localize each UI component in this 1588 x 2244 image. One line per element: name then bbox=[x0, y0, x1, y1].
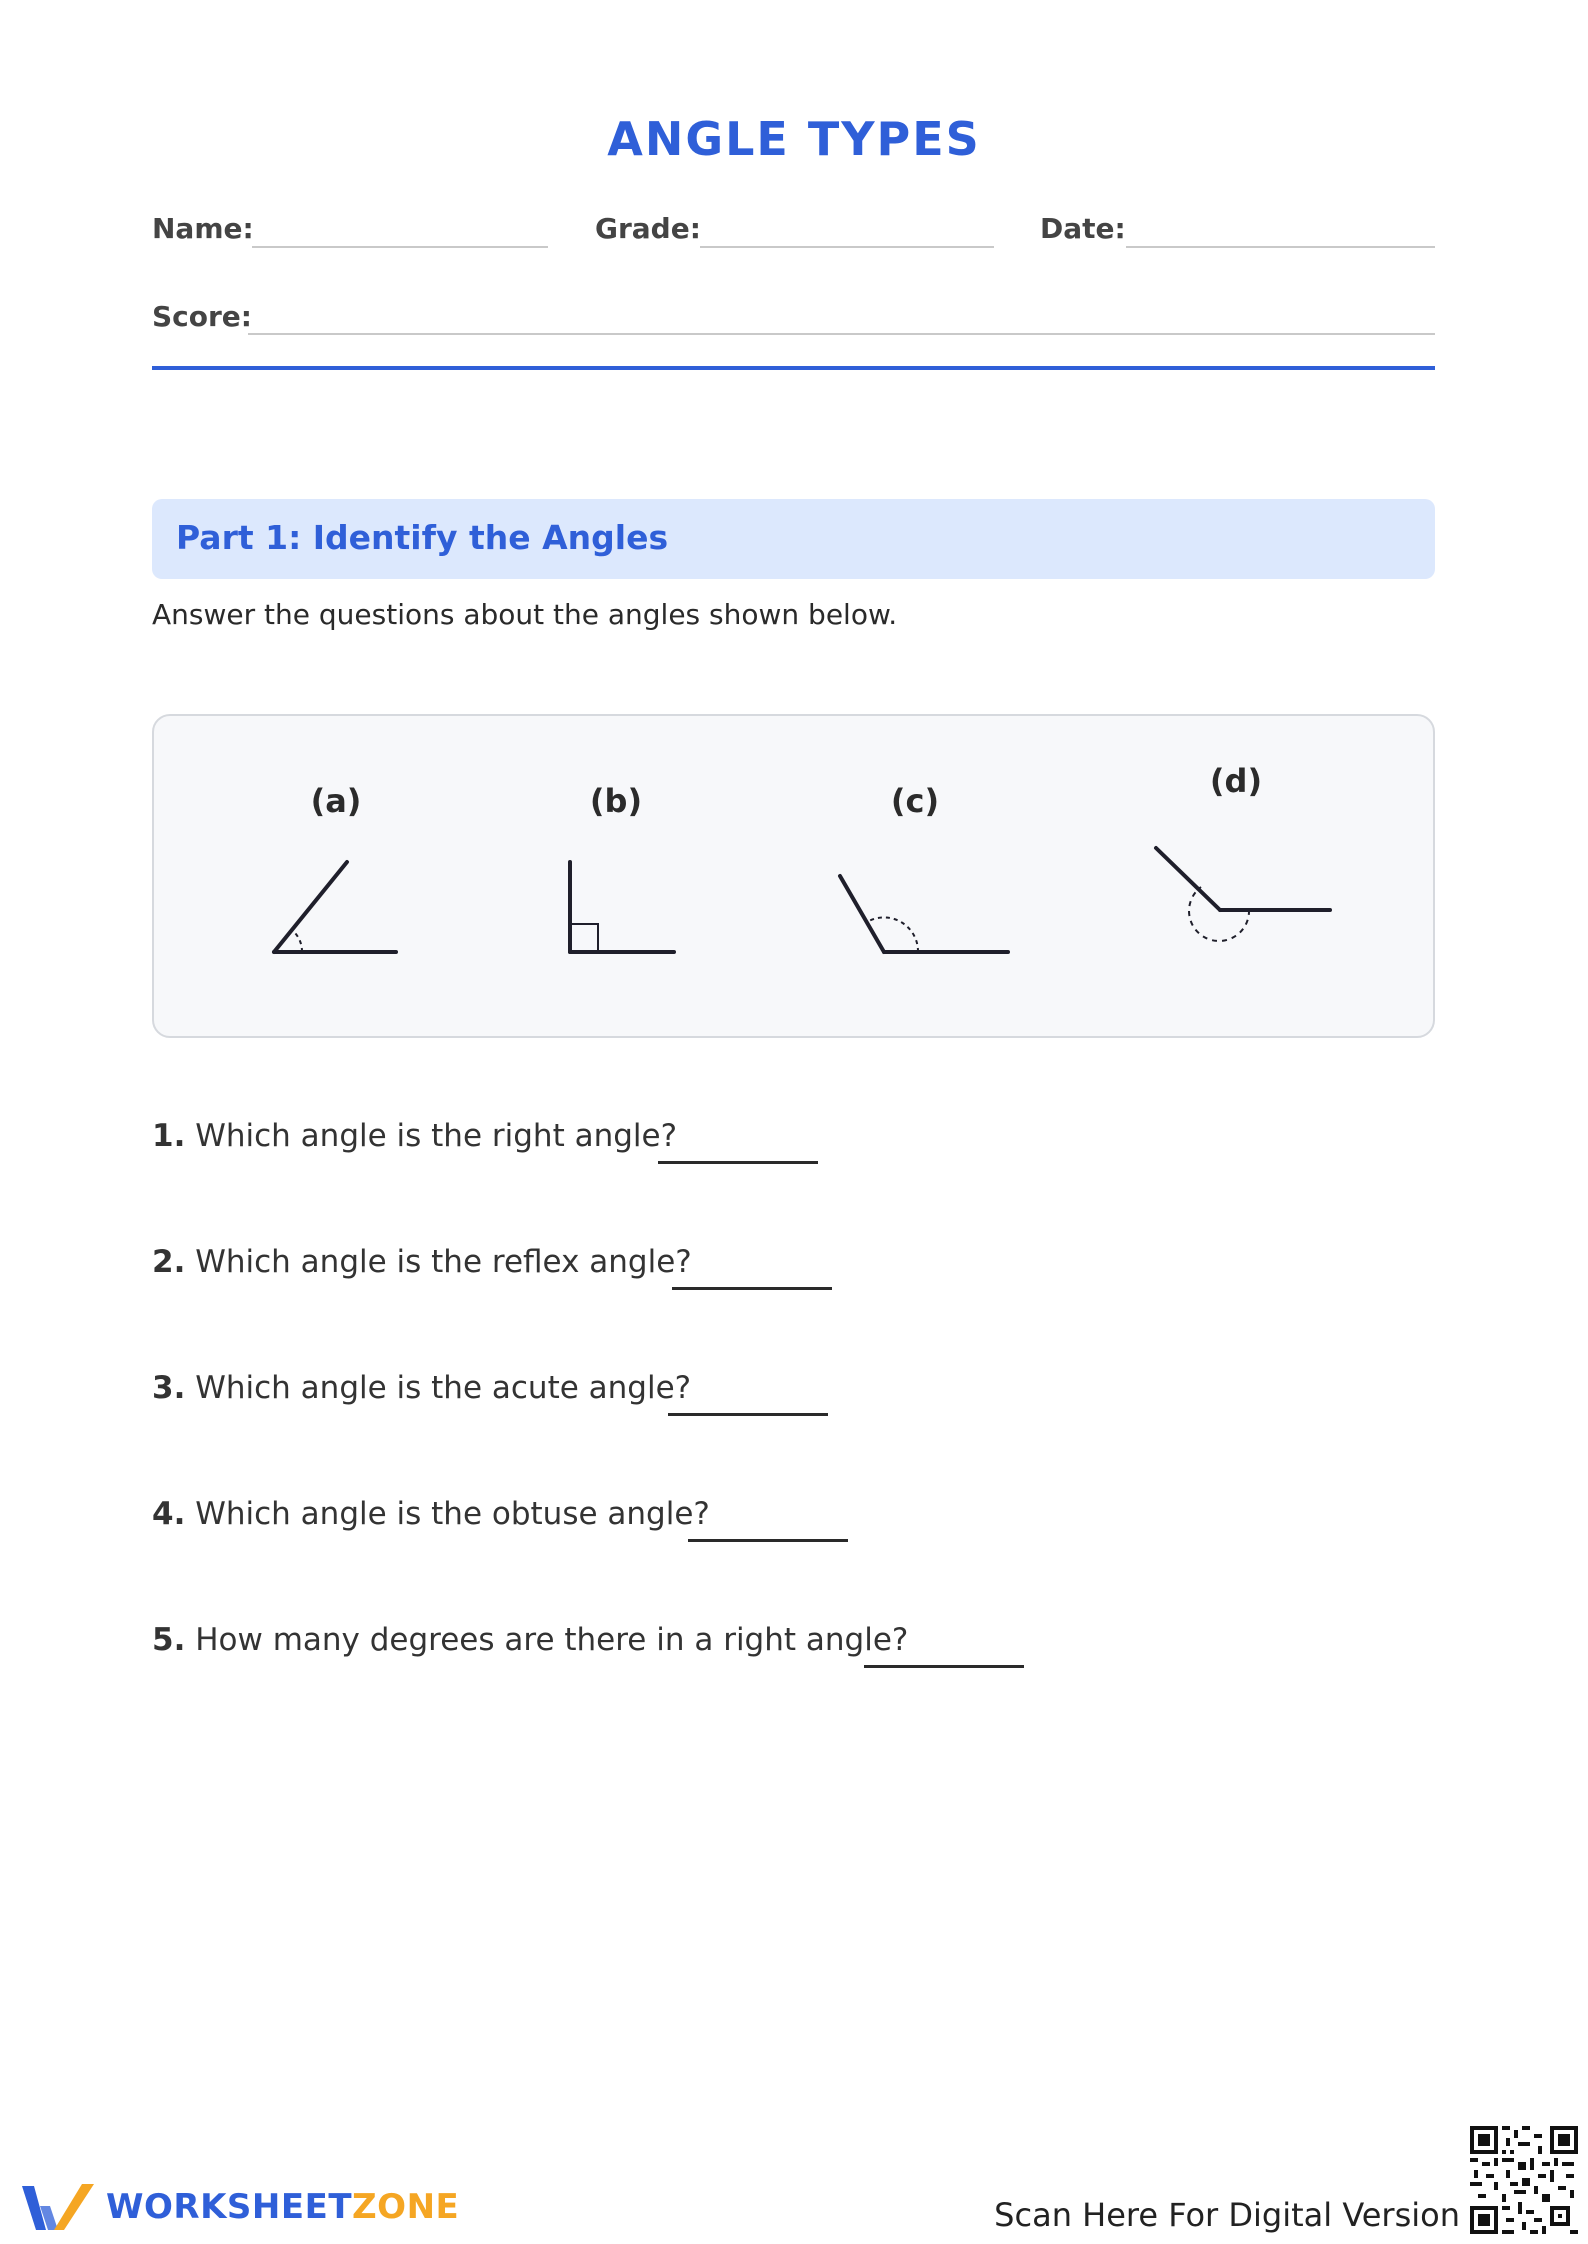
answer-1-field[interactable] bbox=[658, 1161, 818, 1164]
question-3 bbox=[152, 1370, 691, 1406]
question-text: How many degrees are there in a right angle? bbox=[195, 1622, 909, 1658]
question-4 bbox=[152, 1496, 710, 1532]
question-number: 4. bbox=[152, 1496, 186, 1532]
question-5 bbox=[152, 1622, 908, 1658]
part1-instructions: Answer the questions about the angles shown below. bbox=[152, 598, 898, 631]
worksheetzone-logo-icon bbox=[18, 2180, 96, 2236]
figure-label-c: (c) bbox=[890, 782, 940, 820]
angle-diagrams bbox=[152, 714, 1435, 1038]
obtuse-angle-diagram bbox=[840, 876, 1008, 952]
date-field[interactable] bbox=[1126, 246, 1435, 248]
part1-title: Part 1: Identify the Angles bbox=[176, 518, 669, 557]
question-number: 3. bbox=[152, 1370, 186, 1406]
angle-figures-panel bbox=[152, 714, 1435, 1038]
answer-4-field[interactable] bbox=[688, 1539, 848, 1542]
brand-name bbox=[106, 2187, 459, 2227]
page-title: ANGLE TYPES bbox=[607, 112, 981, 166]
grade-field[interactable] bbox=[700, 246, 994, 248]
acute-angle-diagram bbox=[274, 862, 396, 952]
question-number: 1. bbox=[152, 1118, 186, 1154]
header-divider bbox=[152, 366, 1435, 370]
answer-3-field[interactable] bbox=[668, 1413, 828, 1416]
date-label: Date: bbox=[1040, 212, 1126, 245]
question-text: Which angle is the reflex angle? bbox=[195, 1244, 692, 1280]
grade-label: Grade: bbox=[595, 212, 701, 245]
question-1 bbox=[152, 1118, 677, 1154]
question-text: Which angle is the acute angle? bbox=[195, 1370, 692, 1406]
qr-code-icon[interactable] bbox=[1470, 2126, 1578, 2234]
reflex-angle-diagram bbox=[1156, 848, 1330, 941]
right-angle-diagram bbox=[570, 862, 674, 952]
name-label: Name: bbox=[152, 212, 254, 245]
question-number: 5. bbox=[152, 1622, 186, 1658]
brand-name-part1: WORKSHEET bbox=[106, 2187, 353, 2227]
score-field[interactable] bbox=[248, 333, 1435, 335]
score-label: Score: bbox=[152, 300, 252, 333]
question-text: Which angle is the right angle? bbox=[195, 1118, 678, 1154]
answer-5-field[interactable] bbox=[864, 1665, 1024, 1668]
answer-2-field[interactable] bbox=[672, 1287, 832, 1290]
brand-name-part2: ZONE bbox=[352, 2187, 460, 2227]
question-text: Which angle is the obtuse angle? bbox=[195, 1496, 710, 1532]
figure-label-b: (b) bbox=[589, 782, 643, 820]
question-number: 2. bbox=[152, 1244, 186, 1280]
figure-label-a: (a) bbox=[310, 782, 362, 820]
part1-header bbox=[152, 499, 1435, 579]
name-field[interactable] bbox=[252, 246, 548, 248]
scan-instruction: Scan Here For Digital Version bbox=[994, 2196, 1460, 2234]
figure-label-d: (d) bbox=[1209, 762, 1263, 800]
question-2 bbox=[152, 1244, 692, 1280]
